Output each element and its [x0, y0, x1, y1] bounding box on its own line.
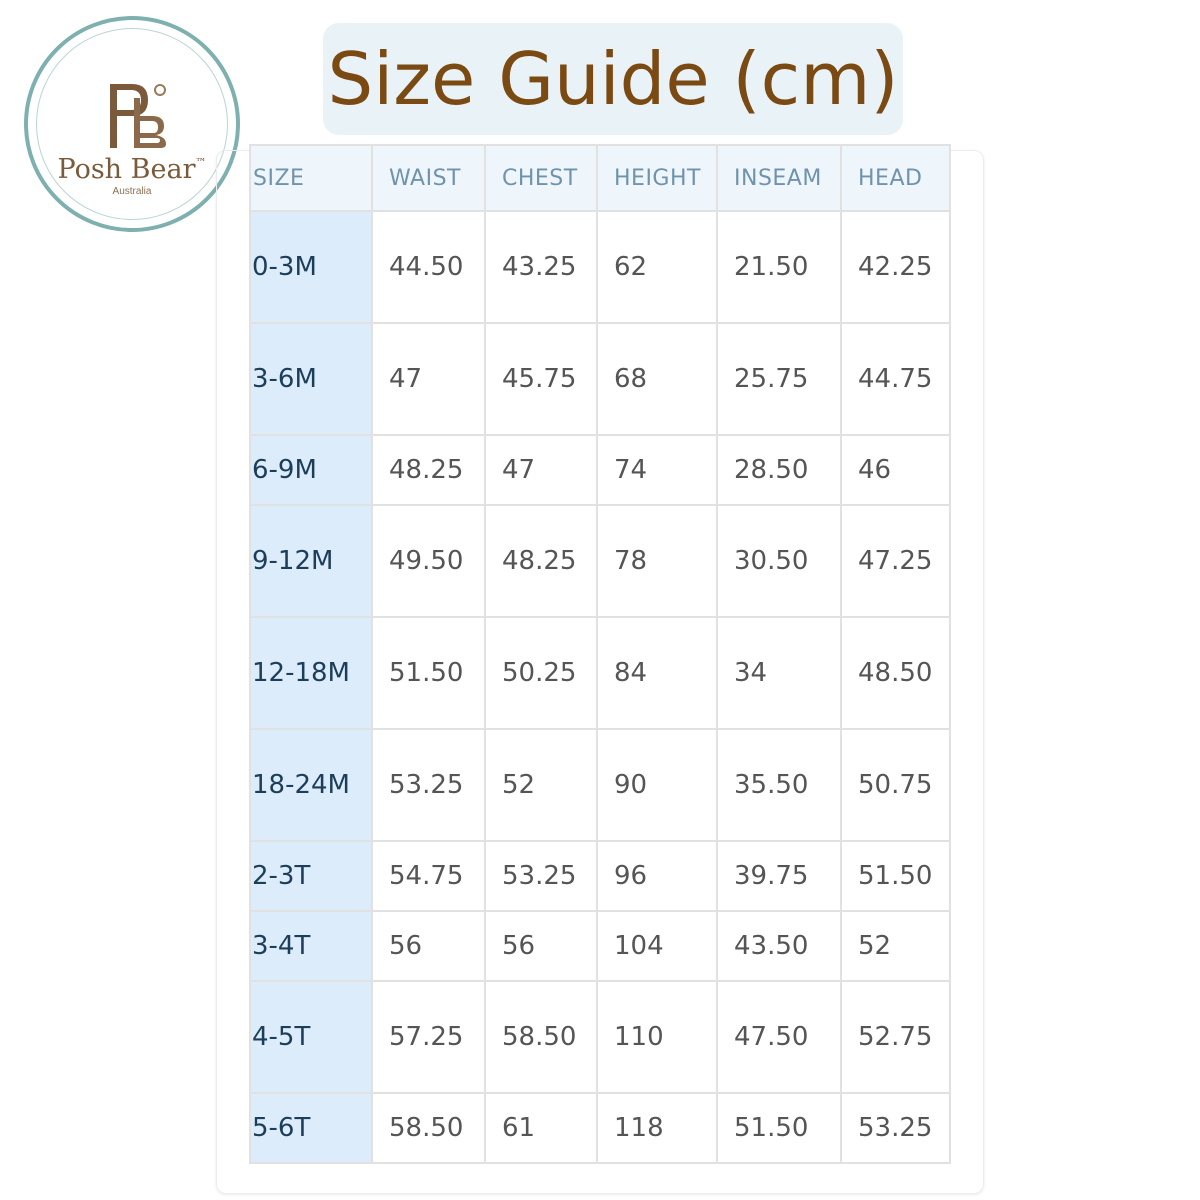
- chest-cell: 61: [485, 1093, 597, 1163]
- head-cell: 51.50: [841, 841, 950, 911]
- head-cell: 46: [841, 435, 950, 505]
- table-row: [250, 505, 950, 617]
- brand-logo: [24, 16, 240, 232]
- logo-trademark: ™: [195, 156, 207, 169]
- height-cell: 110: [597, 981, 717, 1093]
- inseam-cell: 21.50: [717, 211, 841, 323]
- head-cell: 42.25: [841, 211, 950, 323]
- waist-cell: 47: [372, 323, 485, 435]
- head-cell: 52: [841, 911, 950, 981]
- size-cell: 5-6T: [250, 1093, 372, 1163]
- header-inseam: INSEAM: [717, 145, 841, 211]
- size-cell: 4-5T: [250, 981, 372, 1093]
- height-cell: 68: [597, 323, 717, 435]
- chest-cell: 56: [485, 911, 597, 981]
- head-cell: 44.75: [841, 323, 950, 435]
- chest-cell: 58.50: [485, 981, 597, 1093]
- size-cell: 2-3T: [250, 841, 372, 911]
- inseam-cell: 25.75: [717, 323, 841, 435]
- height-cell: 104: [597, 911, 717, 981]
- table-row: [250, 841, 950, 911]
- waist-cell: 48.25: [372, 435, 485, 505]
- pb-monogram-icon: [104, 76, 174, 152]
- chest-cell: 47: [485, 435, 597, 505]
- table-row: [250, 981, 950, 1093]
- inseam-cell: 51.50: [717, 1093, 841, 1163]
- table-header-row: [250, 145, 950, 211]
- height-cell: 74: [597, 435, 717, 505]
- size-cell: 6-9M: [250, 435, 372, 505]
- chest-cell: 53.25: [485, 841, 597, 911]
- inseam-cell: 28.50: [717, 435, 841, 505]
- waist-cell: 44.50: [372, 211, 485, 323]
- height-cell: 84: [597, 617, 717, 729]
- size-cell: 3-6M: [250, 323, 372, 435]
- logo-subtitle: Australia: [112, 186, 152, 197]
- size-table: [249, 144, 951, 1164]
- size-cell: 3-4T: [250, 911, 372, 981]
- size-cell: 9-12M: [250, 505, 372, 617]
- waist-cell: 54.75: [372, 841, 485, 911]
- chest-cell: 45.75: [485, 323, 597, 435]
- title-banner: [323, 23, 903, 135]
- height-cell: 90: [597, 729, 717, 841]
- inseam-cell: 39.75: [717, 841, 841, 911]
- chest-cell: 50.25: [485, 617, 597, 729]
- table-row: [250, 911, 950, 981]
- table-row: [250, 435, 950, 505]
- height-cell: 118: [597, 1093, 717, 1163]
- logo-brand-name: Posh Bear™: [57, 154, 207, 185]
- head-cell: 52.75: [841, 981, 950, 1093]
- head-cell: 47.25: [841, 505, 950, 617]
- size-cell: 18-24M: [250, 729, 372, 841]
- inseam-cell: 47.50: [717, 981, 841, 1093]
- header-chest: CHEST: [485, 145, 597, 211]
- header-head: HEAD: [841, 145, 950, 211]
- waist-cell: 53.25: [372, 729, 485, 841]
- inseam-cell: 35.50: [717, 729, 841, 841]
- head-cell: 48.50: [841, 617, 950, 729]
- chest-cell: 43.25: [485, 211, 597, 323]
- waist-cell: 56: [372, 911, 485, 981]
- header-height: HEIGHT: [597, 145, 717, 211]
- height-cell: 78: [597, 505, 717, 617]
- chest-cell: 48.25: [485, 505, 597, 617]
- head-cell: 53.25: [841, 1093, 950, 1163]
- table-row: [250, 323, 950, 435]
- height-cell: 96: [597, 841, 717, 911]
- table-row: [250, 617, 950, 729]
- table-row: [250, 211, 950, 323]
- height-cell: 62: [597, 211, 717, 323]
- inseam-cell: 34: [717, 617, 841, 729]
- inseam-cell: 43.50: [717, 911, 841, 981]
- header-waist: WAIST: [372, 145, 485, 211]
- waist-cell: 58.50: [372, 1093, 485, 1163]
- inseam-cell: 30.50: [717, 505, 841, 617]
- page-title: Size Guide (cm): [327, 37, 899, 121]
- header-size: SIZE: [250, 145, 372, 211]
- size-cell: 0-3M: [250, 211, 372, 323]
- size-cell: 12-18M: [250, 617, 372, 729]
- waist-cell: 57.25: [372, 981, 485, 1093]
- waist-cell: 51.50: [372, 617, 485, 729]
- table-row: [250, 729, 950, 841]
- waist-cell: 49.50: [372, 505, 485, 617]
- table-row: [250, 1093, 950, 1163]
- head-cell: 50.75: [841, 729, 950, 841]
- chest-cell: 52: [485, 729, 597, 841]
